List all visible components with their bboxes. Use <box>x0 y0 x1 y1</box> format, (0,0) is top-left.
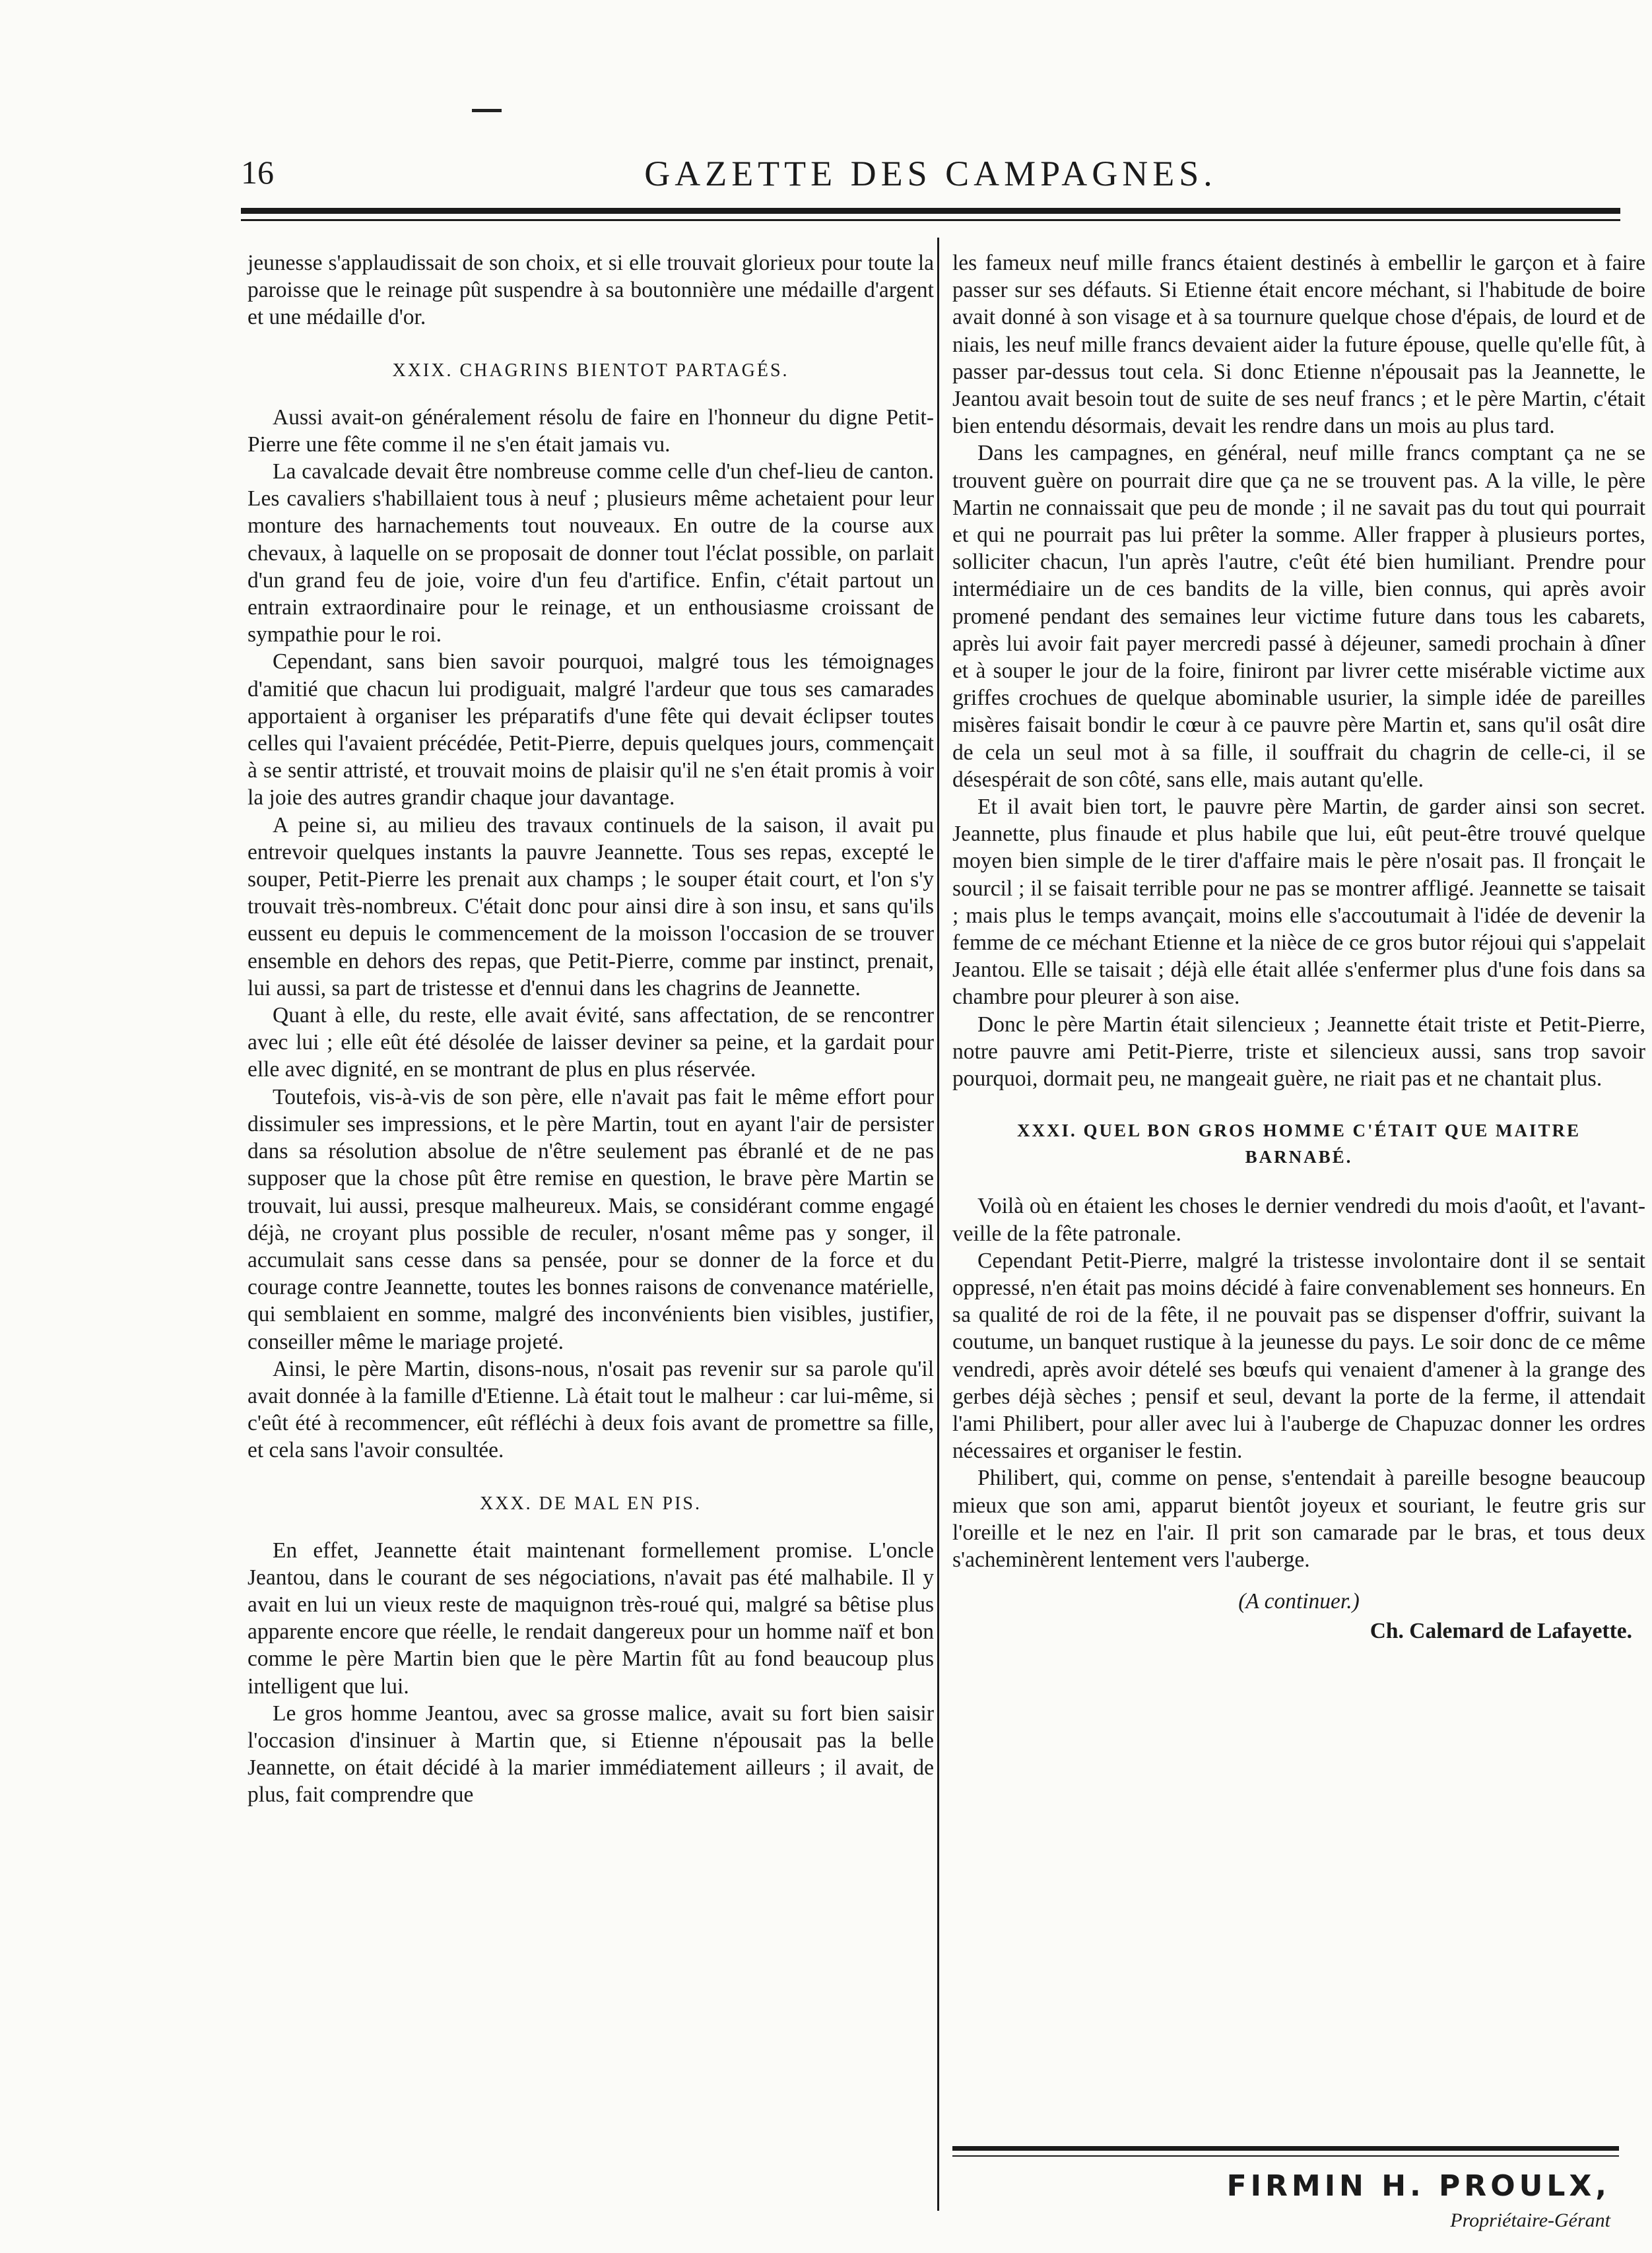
page-header <box>241 153 1620 199</box>
paragraph: Et il avait bien tort, le pauvre père Martin, de garder ainsi son secret. Jeannette, plus finaude et plus habile que lui, eût peut-être trouvé quelque moyen bien simple de le tirer d'affaire mais le père n'osait pas. Il fronçait le sourcil ; il se faisait terrible pour ne pas se montrer affligé. Jeannette se taisait ; mais plus le temps avançait, moins elle s'accoutumait à l'idée de devenir la femme de ce méchant Etienne et la nièce de ce gros butor réjoui qui s'appelait Jeantou. Elle se taisait ; déjà elle était allée s'enfermer plus d'une fois dans sa chambre pour pleurer à son aise. <box>952 795 1645 1010</box>
paragraph: A peine si, au milieu des travaux continuels de la saison, il avait pu entrevoir quelques instants la pauvre Jeannette. Tous ses repas, excepté le souper, Petit-Pierre les prenait aux champs ; le souper était court, et l'on s'y trouvait très-nombreux. C'était donc pour ainsi dire à son insu, et sans qu'ils eussent eu depuis le commencement de la moisson l'occasion de se trouver ensemble en dehors des repas, que Petit-Pierre, comme par instinct, prenait, lui aussi, sa part de tristesse et d'ennui dans les chagrins de Jeannette. <box>248 812 934 1000</box>
right-column <box>952 249 1645 1645</box>
page-number: 16 <box>241 154 274 191</box>
publisher-name: FIRMIN H. PROULX, <box>1226 2169 1610 2203</box>
header-rule-thin <box>241 219 1620 221</box>
author-signature: Ch. Calemard de Lafayette. <box>1370 1619 1632 1644</box>
paragraph: Aussi avait-on généralement résolu de faire en l'honneur du digne Petit-Pierre une fête comme il ne s'en était jamais vu. <box>248 405 934 457</box>
paragraph: jeunesse s'applaudissait de son choix, et si elle trouvait glorieux pour toute la paroisse que le reinage pût suspendre à sa boutonnière une médaille d'argent et une médaille d'or. <box>248 251 934 330</box>
header-rule-thick <box>241 208 1620 214</box>
paragraph: les fameux neuf mille francs étaient destinés à embellir le garçon et à faire passer sur ses défauts. Si Etienne était encore méchant, si l'habitude de boire avait donné à son visage et à sa tournure quelque chose d'épais, de lourd et de niais, les neuf mille francs devaient aider la future épouse, quelle qu'elle fût, à passer par-dessus tout cela. Si donc Etienne n'épousait pas la Jeannette, le Jeantou avait besoin tout de suite de ses neuf francs ; et le père Martin, c'était bien entendu désormais, devait les rendre dans un mois au plus tard. <box>952 251 1645 439</box>
chapter-heading: XXXI. QUEL BON GROS HOMME C'ÉTAIT QUE MAITRE BARNABÉ. <box>1016 1121 1581 1167</box>
paragraph: Donc le père Martin était silencieux ; Jeannette était triste et Petit-Pierre, notre pauvre ami Petit-Pierre, triste et silencieux aussi, sans trop savoir pourquoi, dormait peu, ne mangeait guère, ne riait pas et ne chantait plus. <box>952 1012 1645 1092</box>
paragraph: La cavalcade devait être nombreuse comme celle d'un chef-lieu de canton. Les cavaliers s'habillaient tous à neuf ; plusieurs même achetaient pour leur monture des harnachements tout nouveaux. En outre de la course aux chevaux, à laquelle on se proposait de donner tout l'éclat possible, on parlait d'un grand feu de joie, voire d'un feu d'artifice. Enfin, c'était partout un entrain extraordinaire pour le reinage, et un enthousiasme croissant de sympathie pour le roi. <box>248 459 934 647</box>
running-title: GAZETTE DES CAMPAGNES. <box>644 154 1217 193</box>
paragraph: Philibert, qui, comme on pense, s'entendait à pareille besogne beaucoup mieux que son ami, apparut bientôt joyeux et souriant, le feutre gris sur l'oreille et le nez en l'air. Il prit son camarade par le bras, et tous deux s'acheminèrent lentement vers l'auberge. <box>952 1466 1645 1572</box>
publisher-role: Propriétaire-Gérant <box>1450 2209 1610 2231</box>
margin-mark <box>472 109 502 112</box>
imprint-rule-thick <box>952 2146 1619 2151</box>
paragraph: Cependant, sans bien savoir pourquoi, malgré tous les témoignages d'amitié que chacun lui prodiguait, malgré l'ardeur que tous ses camarades apportaient à organiser les préparatifs d'une fête qui devait éclipser toutes celles qui l'avaient précédée, Petit-Pierre, depuis quelques jours, commençait à se sentir attristé, et trouvait moins de plaisir qu'il ne s'en était promis à voir la joie des autres grandir chaque jour davantage. <box>248 649 934 810</box>
paragraph: Ainsi, le père Martin, disons-nous, n'osait pas revenir sur sa parole qu'il avait donnée à la famille d'Etienne. Là était tout le malheur : car lui-même, si c'eût été à recommencer, eût réfléchi à deux fois avant de promettre sa fille, et cela sans l'avoir consultée. <box>248 1356 934 1463</box>
left-column <box>248 249 934 1809</box>
paragraph: Le gros homme Jeantou, avec sa grosse malice, avait su fort bien saisir l'occasion d'insinuer à Martin que, si Etienne n'épousait pas la belle Jeannette, on était décidé à la marier immédiatement ailleurs ; il avait, de plus, fait comprendre que <box>248 1701 934 1808</box>
continuation-note: (A continuer.) <box>1238 1589 1360 1614</box>
paragraph: En effet, Jeannette était maintenant formellement promise. L'oncle Jeantou, dans le courant de ses négociations, n'avait pas été malhabile. Il y avait en lui un vieux reste de maquignon très-roué qui, malgré sa bêtise plus apparente encore que réelle, le rendait dangereux pour un homme naïf et bon comme le père Martin bien que le père Martin fût au fond beaucoup plus intelligent que lui. <box>248 1538 934 1699</box>
paragraph: Toutefois, vis-à-vis de son père, elle n'avait pas fait le même effort pour dissimuler ses impressions, et le père Martin, tout en ayant l'air de persister dans sa résolution absolue de n'être seulement pas ébranlé et de ne pas supposer que la chose pût être remise en question, le brave père Martin se trouvait, lui aussi, presque malheureux. Mais, se considérant comme engagé déjà, ne croyant plus possible de reculer, n'osant même pas y songer, il accumulait sans cesse dans sa pensée, pour se donner de la force et du courage contre Jeannette, toutes les bonnes raisons de convenance matérielle, qui semblaient en somme, malgré des inconvénients bien visibles, justifier, conseiller même le mariage projeté. <box>248 1084 934 1354</box>
paragraph: Voilà où en étaient les choses le dernier vendredi du mois d'août, et l'avant-veille de la fête patronale. <box>952 1194 1645 1246</box>
paragraph: Quant à elle, du reste, elle avait évité, sans affectation, de se rencontrer avec lui ; elle eût été désolée de laisser deviner sa peine, et la gardait pour elle avec dignité, en se montrant de plus en plus réservée. <box>248 1003 934 1082</box>
paragraph: Dans les campagnes, en général, neuf mille francs comptant ça ne se trouvent guère on pourrait dire que ça ne se trouvent pas. A la ville, le père Martin ne connaissait que peu de monde ; il ne savait pas du tout qui pourrait et qui ne pourrait pas lui prêter la somme. Aller frapper à plusieurs portes, solliciter chacun, l'un après l'autre, c'eût été bien humiliant. Prendre pour intermédiaire un de ces bandits de la ville, bien connus, qui après avoir promené pendant des semaines leur victime future dans tous les cabarets, après lui avoir fait payer mercredi passé à déjeuner, samedi prochain à dîner et à souper le jour de la foire, finiront par livrer cette misérable victime aux griffes crochues de quelque abominable usurier, la simple idée de pareilles misères faisait bondir le cœur à ce pauvre père Martin et, sans qu'il osât dire de cela un seul mot à sa fille, il souffrait du chagrin de celle-ci, il se désespérait de son côté, sans elle, mais autant qu'elle. <box>952 441 1645 792</box>
paragraph: Cependant Petit-Pierre, malgré la tristesse involontaire dont il se sentait oppressé, n'en était pas moins décidé à faire convenablement ses honneurs. En sa qualité de roi de la fête, il ne pouvait pas se dispenser d'offrir, suivant la coutume, un banquet rustique à la jeunesse du pays. Le soir donc de ce même vendredi, après avoir dételé ses bœufs qui venaient d'amener à la grange des gerbes déjà sèches ; pensif et seul, devant la porte de la ferme, il attendait l'ami Philibert, pour aller avec lui à l'auberge de Chapuzac donner les ordres nécessaires et organiser le festin. <box>952 1248 1645 1464</box>
imprint-rule-thin <box>952 2155 1619 2157</box>
column-divider <box>937 238 939 2211</box>
chapter-heading: XXIX. CHAGRINS BIENTOT PARTAGÉS. <box>392 360 789 381</box>
chapter-heading: XXX. DE MAL EN PIS. <box>480 1493 702 1514</box>
